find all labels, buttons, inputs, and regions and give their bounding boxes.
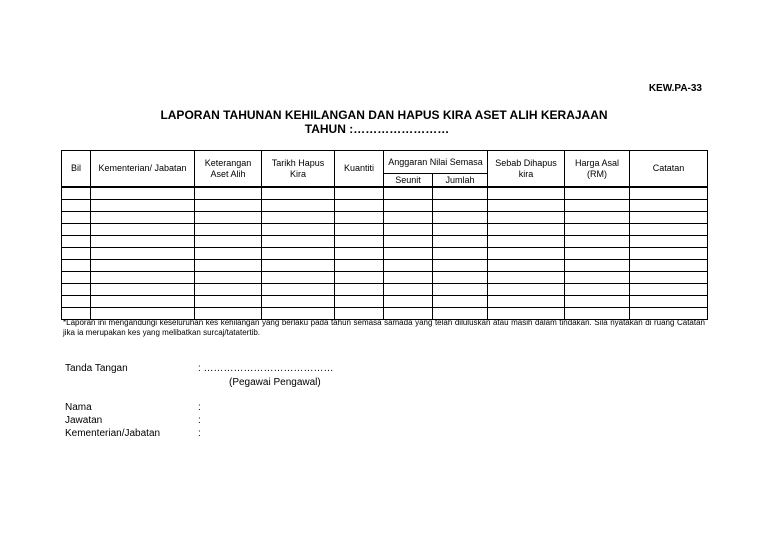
table-cell xyxy=(335,284,384,296)
kementerian-colon: : xyxy=(198,428,201,439)
table-cell xyxy=(262,200,335,212)
table-cell xyxy=(488,248,565,260)
table-cell xyxy=(384,200,433,212)
table-cell xyxy=(62,272,91,284)
table-cell xyxy=(91,296,195,308)
table-cell xyxy=(335,187,384,200)
table-cell xyxy=(262,236,335,248)
table-cell xyxy=(195,212,262,224)
table-cell xyxy=(91,272,195,284)
table-cell xyxy=(384,248,433,260)
table-cell xyxy=(384,296,433,308)
table-cell xyxy=(195,200,262,212)
table-row xyxy=(62,212,708,224)
table-cell xyxy=(433,272,488,284)
table-cell xyxy=(262,248,335,260)
header-sebab: Sebab Dihapus kira xyxy=(488,151,565,188)
nama-colon: : xyxy=(198,402,201,413)
signature-row xyxy=(65,363,465,377)
table-cell xyxy=(565,248,630,260)
table-cell xyxy=(384,272,433,284)
table-cell xyxy=(91,212,195,224)
table-cell xyxy=(195,272,262,284)
table-cell xyxy=(62,200,91,212)
table-cell xyxy=(630,224,708,236)
table-cell xyxy=(262,187,335,200)
table-cell xyxy=(433,296,488,308)
table-cell xyxy=(62,224,91,236)
table-cell xyxy=(565,284,630,296)
table-cell xyxy=(195,236,262,248)
table-cell xyxy=(335,212,384,224)
table-cell xyxy=(62,248,91,260)
table-cell xyxy=(335,236,384,248)
table-cell xyxy=(91,200,195,212)
table-cell xyxy=(62,236,91,248)
table-cell xyxy=(630,187,708,200)
table-cell xyxy=(91,260,195,272)
header-seunit: Seunit xyxy=(384,174,433,188)
nama-row xyxy=(65,402,365,416)
table-cell xyxy=(488,296,565,308)
table-cell xyxy=(262,260,335,272)
nama-label: Nama xyxy=(65,402,92,413)
table-cell xyxy=(62,296,91,308)
header-keterangan: Keterangan Aset Alih xyxy=(195,151,262,188)
title-line-1: LAPORAN TAHUNAN KEHILANGAN DAN HAPUS KIRA ASET ALIH KERAJAAN xyxy=(160,108,608,122)
tanda-tangan-line: : ………………………………… xyxy=(198,363,334,374)
table-row xyxy=(62,296,708,308)
table-cell xyxy=(488,224,565,236)
table-cell xyxy=(565,212,630,224)
table-cell xyxy=(262,284,335,296)
table-cell xyxy=(488,187,565,200)
header-harga: Harga Asal (RM) xyxy=(565,151,630,188)
kementerian-label: Kementerian/Jabatan xyxy=(65,428,161,439)
table-cell xyxy=(433,212,488,224)
report-table xyxy=(61,150,708,320)
table-row xyxy=(62,272,708,284)
table-cell xyxy=(488,200,565,212)
table-cell xyxy=(630,236,708,248)
tanda-tangan-label: Tanda Tangan xyxy=(65,363,128,374)
table-row xyxy=(62,248,708,260)
table-row xyxy=(62,284,708,296)
table-cell xyxy=(565,260,630,272)
table-cell xyxy=(433,236,488,248)
table-row xyxy=(62,200,708,212)
title-line-year: TAHUN :…………………… xyxy=(304,122,450,136)
table-cell xyxy=(488,284,565,296)
table-cell xyxy=(384,224,433,236)
table-cell xyxy=(195,284,262,296)
table-cell xyxy=(565,187,630,200)
table-cell xyxy=(335,224,384,236)
table-cell xyxy=(565,272,630,284)
header-kementerian: Kementerian/ Jabatan xyxy=(91,151,195,188)
header-catatan: Catatan xyxy=(630,151,708,188)
table-cell xyxy=(565,236,630,248)
table-cell xyxy=(195,224,262,236)
table-cell xyxy=(62,187,91,200)
table-cell xyxy=(335,260,384,272)
table-cell xyxy=(62,260,91,272)
header-anggaran: Anggaran Nilai Semasa xyxy=(384,151,488,174)
table-cell xyxy=(565,296,630,308)
form-code: KEW.PA-33 xyxy=(648,83,702,94)
table-cell xyxy=(384,236,433,248)
table-cell xyxy=(488,272,565,284)
table-row xyxy=(62,260,708,272)
table-cell xyxy=(335,296,384,308)
table-cell xyxy=(433,187,488,200)
table-cell xyxy=(384,260,433,272)
table-cell xyxy=(384,284,433,296)
table-cell xyxy=(335,248,384,260)
table-cell xyxy=(630,272,708,284)
pegawai-label: (Pegawai Pengawal) xyxy=(229,377,321,388)
table-cell xyxy=(91,187,195,200)
table-body xyxy=(62,187,708,320)
table-cell xyxy=(91,284,195,296)
header-bil: Bil xyxy=(62,151,91,188)
table-cell xyxy=(630,284,708,296)
table-cell xyxy=(488,236,565,248)
jawatan-colon: : xyxy=(198,415,201,426)
table-cell xyxy=(62,212,91,224)
table-cell xyxy=(195,260,262,272)
table-cell xyxy=(335,272,384,284)
table-cell xyxy=(91,224,195,236)
table-cell xyxy=(384,187,433,200)
table-cell xyxy=(91,236,195,248)
table-row xyxy=(62,236,708,248)
table-cell xyxy=(565,200,630,212)
table-cell xyxy=(262,212,335,224)
page-title xyxy=(0,108,768,136)
table-cell xyxy=(630,200,708,212)
table-cell xyxy=(488,212,565,224)
jawatan-label: Jawatan xyxy=(65,415,103,426)
table-row xyxy=(62,187,708,200)
table-cell xyxy=(195,296,262,308)
table-cell xyxy=(262,224,335,236)
table-cell xyxy=(630,296,708,308)
table-cell xyxy=(433,248,488,260)
table-cell xyxy=(433,200,488,212)
table-cell xyxy=(262,296,335,308)
footnote: *Laporan ini mengandungi keseluruhan kes kehilangan yang berlaku pada tahun semasa samada yang telah diluluskan atau masih dalam tindakan. Sila nyatakan di ruang Catatan jika ia merupakan kes yang melibatkan surcaj/tatatertib. xyxy=(63,318,705,337)
table-cell xyxy=(262,272,335,284)
table-cell xyxy=(433,284,488,296)
table-cell xyxy=(488,260,565,272)
kementerian-row xyxy=(65,428,365,442)
header-jumlah: Jumlah xyxy=(433,174,488,188)
table-cell xyxy=(384,212,433,224)
table-cell xyxy=(195,248,262,260)
table-cell xyxy=(565,224,630,236)
table-cell xyxy=(630,248,708,260)
table-cell xyxy=(335,200,384,212)
table-cell xyxy=(433,260,488,272)
table-cell xyxy=(62,284,91,296)
header-tarikh: Tarikh Hapus Kira xyxy=(262,151,335,188)
jawatan-row xyxy=(65,415,365,429)
table-cell xyxy=(195,187,262,200)
table-cell xyxy=(433,224,488,236)
table-row xyxy=(62,224,708,236)
table-cell xyxy=(91,248,195,260)
table-cell xyxy=(630,260,708,272)
header-kuantiti: Kuantiti xyxy=(335,151,384,188)
table-cell xyxy=(630,212,708,224)
